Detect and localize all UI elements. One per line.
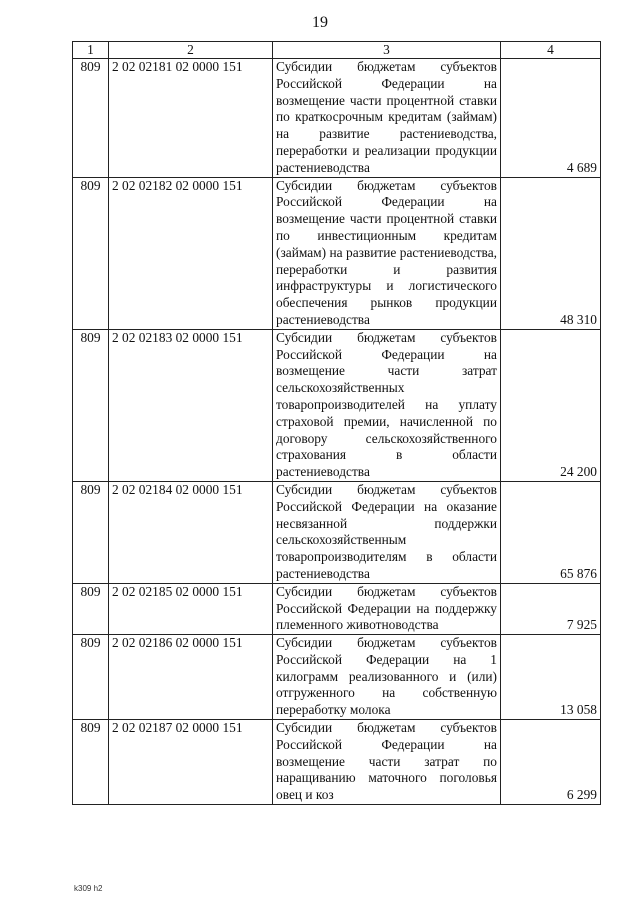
table-row <box>73 720 601 805</box>
table-row <box>73 635 601 720</box>
column-header-1: 1 <box>73 42 109 59</box>
budget-code-cell: 2 02 02181 02 0000 151 <box>109 59 273 178</box>
table-row <box>73 329 601 481</box>
amount-cell: 4 689 <box>501 59 601 178</box>
income-name-cell: Субсидии бюджетам субъектов Российской Федерации на 1 килограмм реализованного и (или) отгруженного на собственную переработку молока <box>273 635 501 720</box>
org-code-cell: 809 <box>73 720 109 805</box>
budget-code-cell: 2 02 02182 02 0000 151 <box>109 177 273 329</box>
income-name-cell: Субсидии бюджетам субъектов Российской Федерации на возмещение части процентной ставки по инвестиционным кредитам (займам) на развитие растениеводства, переработки и развития инфраструктуры и логистического обеспечения рынков продукции растениеводства <box>273 177 501 329</box>
budget-table-body <box>73 42 601 805</box>
org-code-cell: 809 <box>73 59 109 178</box>
org-code-cell: 809 <box>73 329 109 481</box>
budget-code-cell: 2 02 02186 02 0000 151 <box>109 635 273 720</box>
income-name-cell: Субсидии бюджетам субъектов Российской Федерации на возмещение части процентной ставки по краткосрочным кредитам (займам) на развитие растениеводства, переработки и реализации продукции растениеводства <box>273 59 501 178</box>
table-header-row <box>73 42 601 59</box>
budget-code-cell: 2 02 02187 02 0000 151 <box>109 720 273 805</box>
amount-cell: 13 058 <box>501 635 601 720</box>
amount-cell: 6 299 <box>501 720 601 805</box>
budget-code-cell: 2 02 02184 02 0000 151 <box>109 481 273 583</box>
column-header-2: 2 <box>109 42 273 59</box>
table-row <box>73 177 601 329</box>
table-row <box>73 59 601 178</box>
income-name-cell: Субсидии бюджетам субъектов Российской Федерации на оказание несвязанной поддержки сельскохозяйственным товаропроизводителям в области растениеводства <box>273 481 501 583</box>
column-header-4: 4 <box>501 42 601 59</box>
org-code-cell: 809 <box>73 635 109 720</box>
table-row <box>73 583 601 634</box>
page-number: 19 <box>312 14 328 31</box>
budget-table <box>72 41 601 805</box>
amount-cell: 65 876 <box>501 481 601 583</box>
income-name-cell: Субсидии бюджетам субъектов Российской Федерации на возмещение части затрат сельскохозяйственных товаропроизводителей на уплату страховой премии, начисленной по договору сельскохозяйственного страхования в области растениеводства <box>273 329 501 481</box>
table-row <box>73 481 601 583</box>
amount-cell: 7 925 <box>501 583 601 634</box>
budget-code-cell: 2 02 02183 02 0000 151 <box>109 329 273 481</box>
footer-code: k309 h2 <box>74 884 103 893</box>
org-code-cell: 809 <box>73 583 109 634</box>
org-code-cell: 809 <box>73 177 109 329</box>
budget-code-cell: 2 02 02185 02 0000 151 <box>109 583 273 634</box>
org-code-cell: 809 <box>73 481 109 583</box>
amount-cell: 48 310 <box>501 177 601 329</box>
amount-cell: 24 200 <box>501 329 601 481</box>
income-name-cell: Субсидии бюджетам субъектов Российской Федерации на поддержку племенного животноводства <box>273 583 501 634</box>
income-name-cell: Субсидии бюджетам субъектов Российской Федерации на возмещение части затрат по наращиванию маточного поголовья овец и коз <box>273 720 501 805</box>
column-header-3: 3 <box>273 42 501 59</box>
